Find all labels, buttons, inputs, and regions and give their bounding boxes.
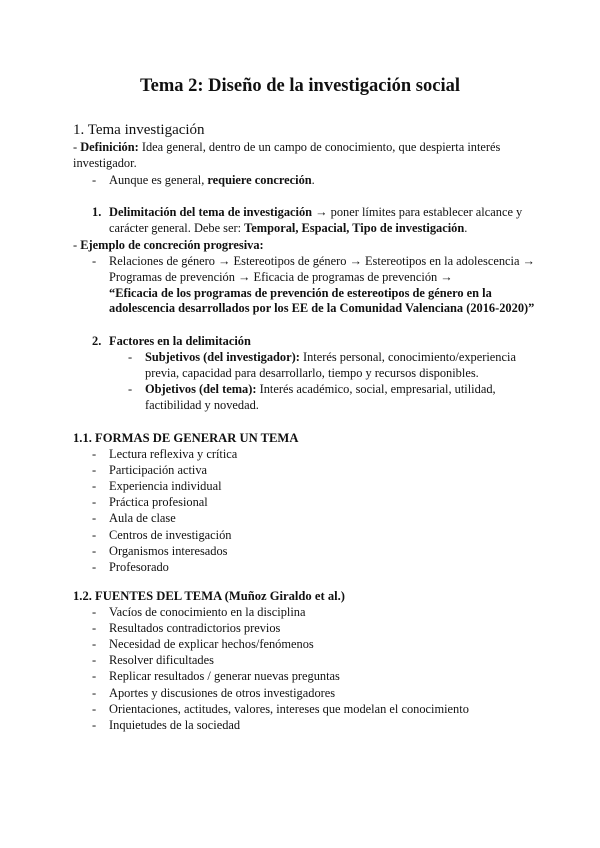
section-1-2-heading: 1.2. FUENTES DEL TEMA (Muñoz Giraldo et al.) [73, 589, 345, 603]
bullet-dash: - [92, 685, 97, 700]
list-item: Aula de clase [109, 511, 176, 526]
list-item: Necesidad de explicar hechos/fenómenos [109, 637, 314, 652]
list-item: Aportes y discusiones de otros investigadores [109, 685, 336, 700]
bullet-dash: - [92, 463, 97, 478]
concrecion-line [109, 172, 315, 188]
subjetivos-text: Interés personal, conocimiento/experiencia [299, 350, 516, 364]
item-2-label: Factores en la delimitación [109, 334, 251, 348]
list-item: Vacíos de conocimiento en la disciplina [109, 605, 306, 619]
concrecion-end: . [311, 173, 315, 187]
bullet-dash: - [92, 637, 97, 652]
subjetivos-line-2: previa, capacidad para desarrollarlo, tiempo y recursos disponibles. [145, 366, 479, 380]
subjetivos-label: Subjetivos (del investigador): [145, 350, 300, 364]
bullet-dash: - [92, 621, 97, 636]
definition-label: Definición: [80, 140, 139, 154]
bullet-dash: - [92, 173, 97, 187]
list-item: Lectura reflexiva y crítica [109, 447, 238, 461]
list-item: Orientaciones, actitudes, valores, intereses que modelan el conocimiento [109, 701, 469, 716]
example-line-2: Programas de prevención → Eficacia de programas de prevención → [109, 270, 453, 284]
item-1-number: 1. [92, 205, 102, 219]
example-prefix: - [73, 238, 81, 252]
item-1-rest: → poner límites para establecer alcance y [312, 205, 523, 219]
list-item: Resultados contradictorios previos [109, 621, 281, 636]
item-1-line-2-bold: Temporal, Espacial, Tipo de investigación [244, 221, 465, 235]
objetivos-line-2: factibilidad y novedad. [145, 398, 259, 412]
list-item: Participación activa [109, 463, 208, 478]
concrecion-text: Aunque es general, [109, 173, 208, 187]
section-1-heading: 1. Tema investigación [73, 122, 205, 138]
concrecion-bold: requiere concreción [207, 173, 312, 187]
definition-line-2: investigador. [73, 156, 137, 170]
list-item: Replicar resultados / generar nuevas preguntas [109, 669, 340, 684]
list-item: Profesorado [109, 559, 169, 574]
bullet-dash: - [92, 559, 97, 574]
list-item: Práctica profesional [109, 495, 208, 510]
bullet-dash: - [92, 669, 97, 684]
bullet-dash: - [92, 605, 97, 619]
bullet-dash: - [92, 527, 97, 542]
objetivos-label: Objetivos (del tema): [145, 382, 257, 396]
bullet-dash: - [92, 479, 97, 494]
example-heading [73, 237, 264, 253]
objetivos-text: Interés académico, social, empresarial, utilidad, [256, 382, 496, 396]
bullet-dash: - [92, 543, 97, 558]
item-1-line-2-end: . [464, 221, 468, 235]
example-line-1: Relaciones de género → Estereotipos de género → Estereotipos en la adolescencia → [109, 254, 535, 268]
example-label: Ejemplo de concreción progresiva: [80, 238, 264, 252]
list-item: Experiencia individual [109, 479, 222, 494]
bullet-dash: - [92, 447, 97, 461]
bullet-dash: - [128, 382, 133, 396]
bullet-dash: - [92, 495, 97, 510]
item-1-bold: Delimitación del tema de investigación [109, 205, 313, 219]
example-line-4: adolescencia desarrollados por los EE de la Comunidad Valenciana (2016-2020)” [109, 301, 535, 315]
objetivos-line-1 [145, 381, 496, 397]
list-item: Organismos interesados [109, 543, 228, 558]
page-title: Tema 2: Diseño de la investigación social [140, 76, 460, 96]
example-line-3: “Eficacia de los programas de prevención de estereotipos de género en la [109, 286, 492, 300]
list-item: Inquietudes de la sociedad [109, 717, 241, 732]
item-1-line-2 [109, 220, 467, 236]
definition-line-1 [73, 139, 500, 155]
section-1-1-heading: 1.1. FORMAS DE GENERAR UN TEMA [73, 431, 299, 445]
definition-prefix: - [73, 140, 81, 154]
bullet-dash: - [92, 717, 97, 732]
list-item: Resolver dificultades [109, 653, 214, 668]
item-1-line-1 [109, 204, 522, 220]
list-item: Centros de investigación [109, 527, 232, 542]
bullet-dash: - [92, 254, 97, 268]
subjetivos-line-1 [145, 349, 516, 365]
bullet-dash: - [92, 653, 97, 668]
bullet-dash: - [92, 511, 97, 526]
definition-text-1: Idea general, dentro de un campo de conocimiento, que despierta interés [138, 140, 501, 154]
item-1-line-2-start: carácter general. Debe ser: [109, 221, 245, 235]
item-2-number: 2. [92, 334, 102, 348]
bullet-dash: - [128, 350, 133, 364]
bullet-dash: - [92, 701, 97, 716]
